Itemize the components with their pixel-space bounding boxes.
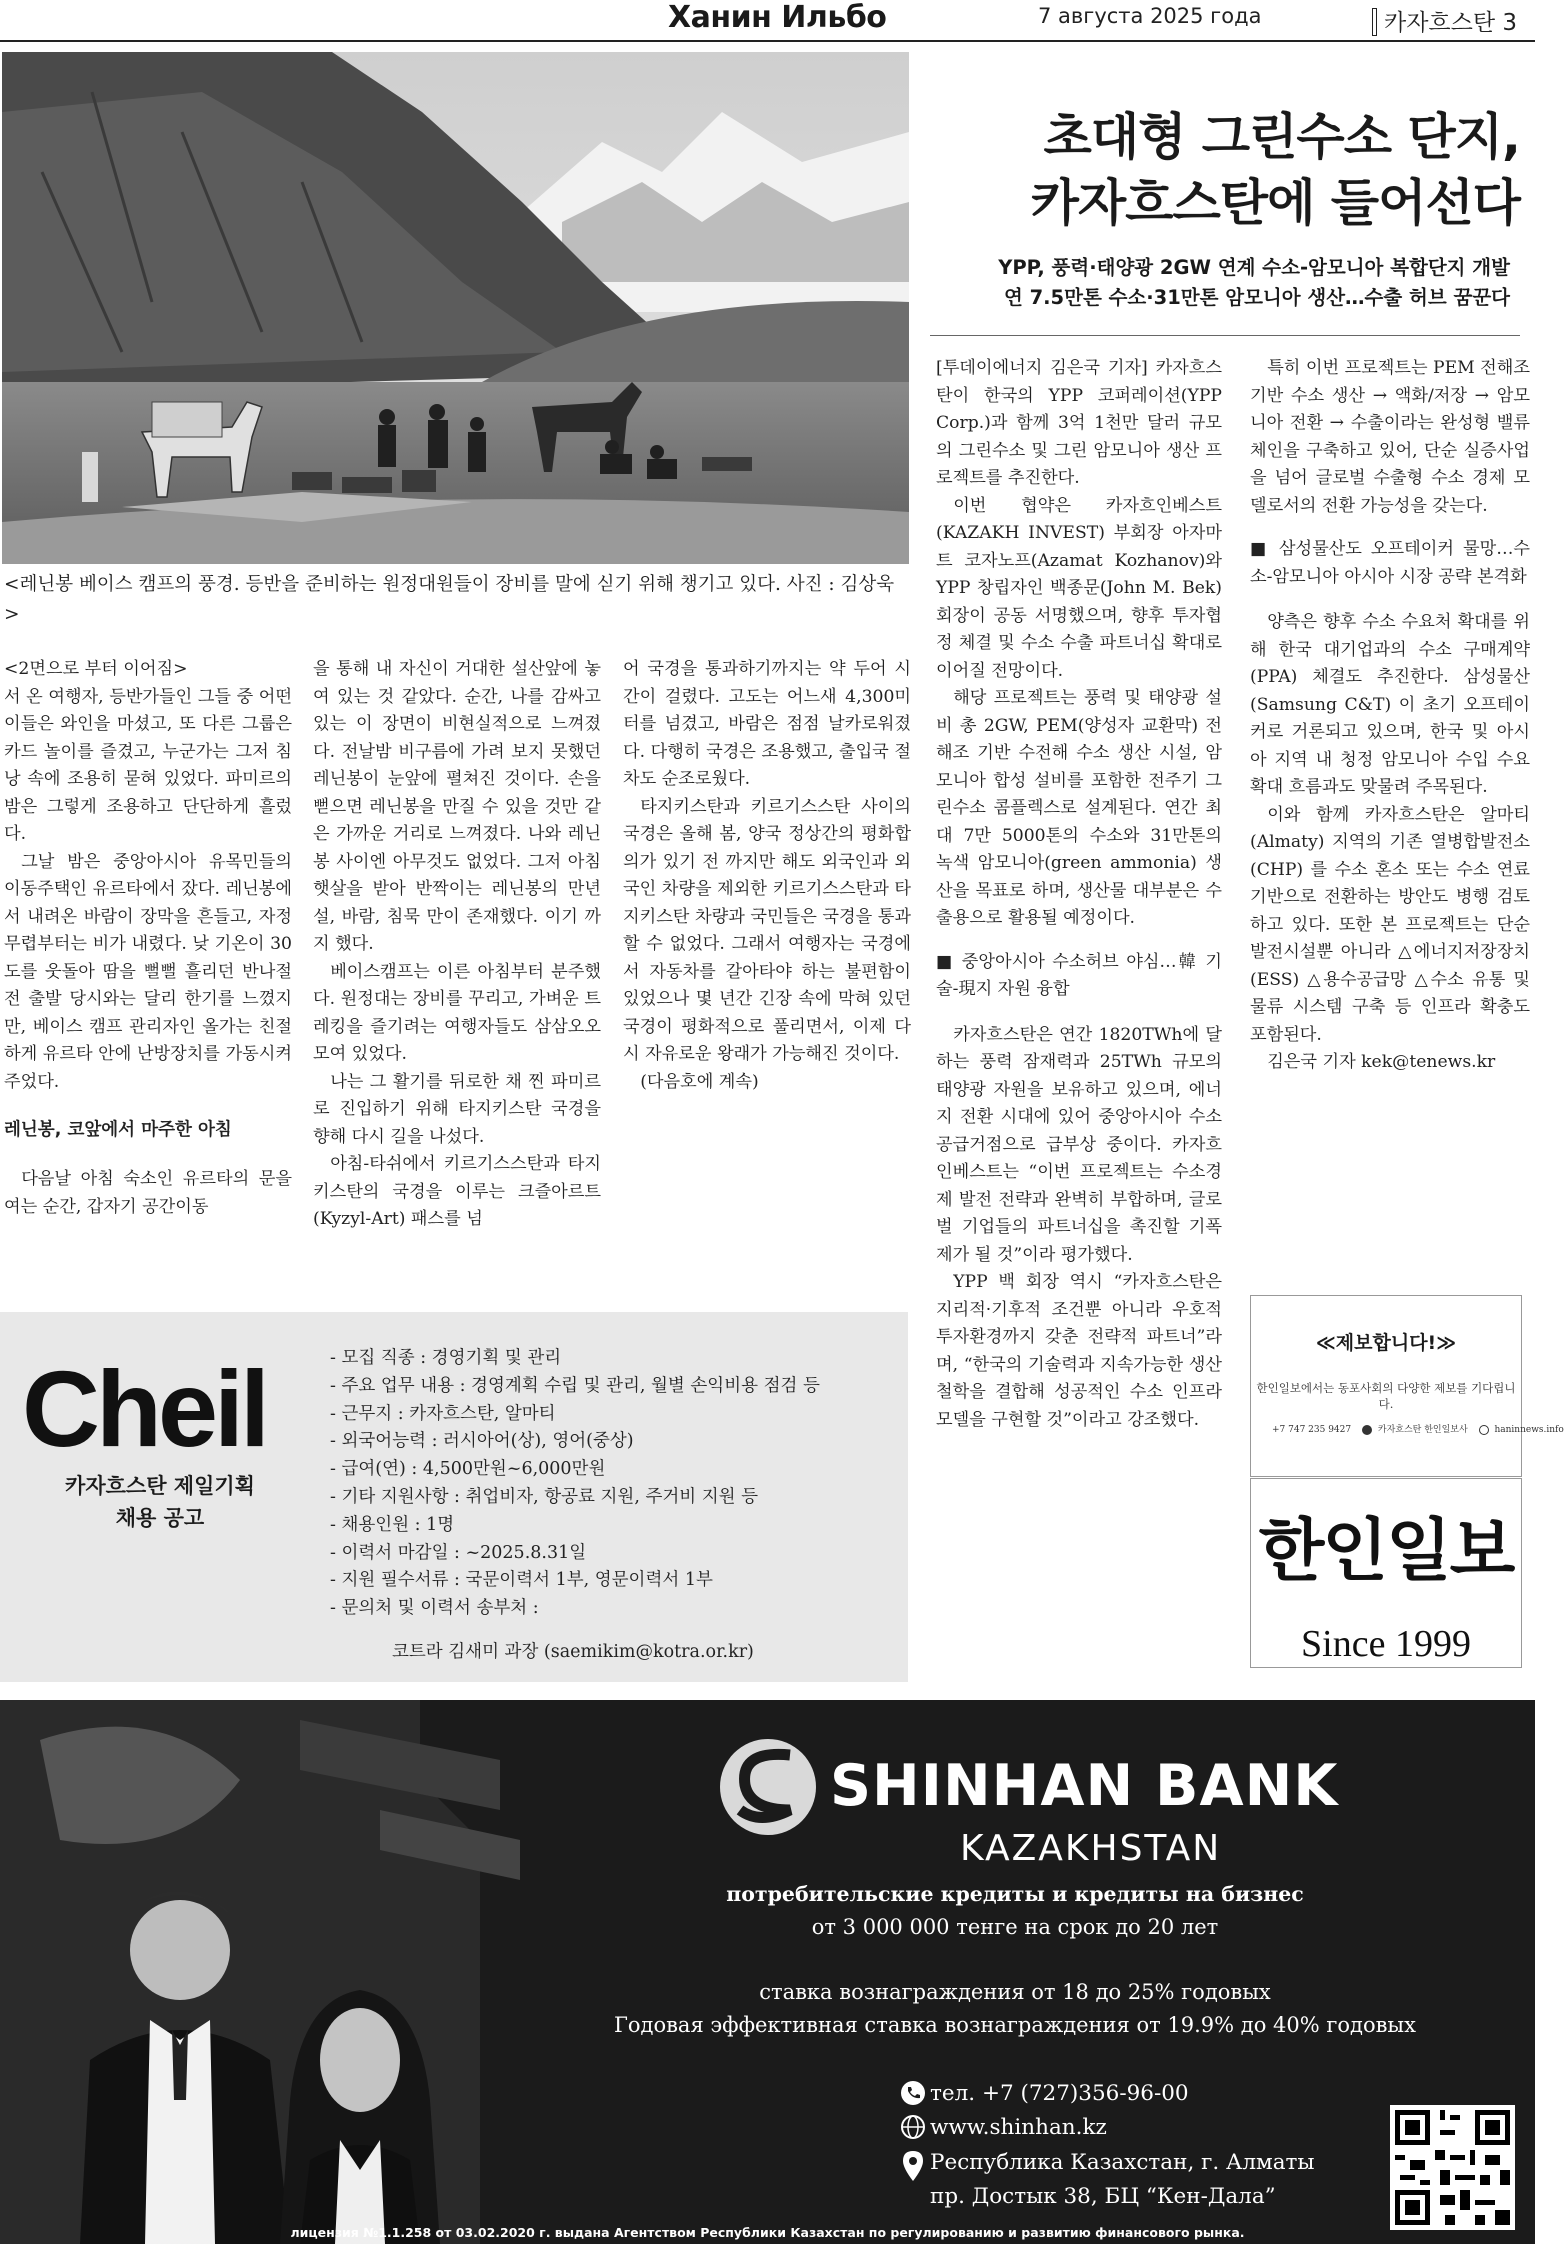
recruit-item: - 급여(연) : 4,500만원~6,000만원 — [330, 1459, 606, 1480]
article-headline — [930, 104, 1520, 236]
bank-name: SHINHAN BANK — [830, 1753, 1339, 1819]
article-column-1 — [936, 355, 1222, 1434]
paragraph: 해당 프로젝트는 풍력 및 태양광 설비 총 2GW, PEM(양성자 교환막) 전해조 기반 수전해 수소 생산 시설, 암모니아 합성 설비를 포함한 전주기 그린수소 콤플렉스로 설계된다. 연간 최대 7만 5000톤의 수소와 31만톤의 녹색 암모니아(green ammonia) 생산을 목표로 하며, 생산물 대부분은 수출용으로 활용될 예정이다. — [936, 688, 1222, 928]
subhead-line-1: YPP, 풍력·태양광 2GW 연계 수소-암모니아 복합단지 개발 — [998, 256, 1510, 279]
recruit-item: - 주요 업무 내용 : 경영계획 수립 및 관리, 월별 손익비용 점검 등 — [330, 1375, 820, 1396]
globe-icon — [900, 2114, 926, 2144]
bank-country: KAZAKHSTAN — [960, 1828, 1222, 1869]
photo-caption: <레닌봉 베이스 캠프의 풍경. 등반을 준비하는 원정대원들이 장비를 말에 싣기 위해 챙기고 있다. 사진 : 김상욱> — [4, 574, 895, 625]
paragraph: 아침-타쉬에서 키르기스스탄과 타지키스탄의 국경을 이루는 크즐아르트(Kyzyl-Art) 패스를 넘 — [313, 1154, 601, 1229]
recruit-item: - 모집 직종 : 경영기획 및 관리 — [330, 1348, 562, 1368]
qr-code[interactable] — [1390, 2105, 1515, 2230]
bank-rate: ставка вознаграждения от 18 до 25% годовых — [759, 1980, 1271, 2004]
paragraph: 다음날 아침 숙소인 유르타의 문을 여는 순간, 갑자기 공간이동 — [4, 1169, 292, 1217]
paragraph: 나는 그 활기를 뒤로한 채 찐 파미르로 진입하기 위해 타지키스탄 국경을 향해 다시 길을 나섰다. — [313, 1071, 601, 1147]
shinhan-logo-icon — [720, 1739, 816, 1835]
paragraph: [투데이에너지 김은국 기자] 카자흐스탄이 한국의 YPP 코퍼레이션(YPP Corp.)과 함께 3억 1천만 달러 규모의 그린수소 및 그린 암모니아 생산 프로젝트를 추진한다. — [936, 358, 1222, 488]
article-column-2 — [1250, 355, 1530, 1077]
phone-icon — [900, 2080, 926, 2110]
paragraph: 이번 협약은 카자흐인베스트(KAZAKH INVEST) 부회장 아자마트 코자노프(Azamat Kozhanov)와 YPP 창립자인 백종문(John M. Bek) 회장이 공동 서명했으며, 향후 투자협정 체결 및 수소 수출 파트너십 확대로 이어질 전망이다. — [936, 495, 1222, 681]
recruit-title-line-2: 채용 공고 — [115, 1506, 205, 1530]
paragraph: 이와 함께 카자흐스탄은 알마티(Almaty) 지역의 기존 열병합발전소(CHP) 를 수소 혼소 또는 수소 연료 기반으로 전환하는 방안도 병행 검토하고 있다. 또한 본 프로젝트는 단순 발전시설뿐 아니라 △에너지저장장치(ESS) △용수공급망 △수소 유통 및 물류 시스템 구축 등 인프라 확충도 포함된다. — [1250, 804, 1530, 1045]
travel-column-2 — [313, 656, 601, 1234]
recruit-title — [20, 1470, 300, 1534]
tip-box-contacts — [1272, 1422, 1564, 1435]
location-pin-icon — [902, 2150, 924, 2186]
cheil-logo: Cheil — [22, 1348, 267, 1469]
tip-box-text: 한인일보에서는 동포사회의 다양한 제보를 기다립니다. — [1256, 1381, 1516, 1411]
recruit-item: - 문의처 및 이력서 송부처 : — [330, 1598, 539, 1619]
paragraph: 베이스캠프는 이른 아침부터 분주했다. 원정대는 장비를 꾸리고, 가벼운 트레킹을 즐기려는 여행자들도 삼삼오오 모여 있었다. — [313, 961, 601, 1064]
recruit-item: - 지원 필수서류 : 국문이력서 1부, 영문이력서 1부 — [330, 1570, 713, 1591]
headline-line-1: 초대형 그린수소 단지, — [1043, 108, 1520, 166]
subhead-rule — [930, 335, 1520, 336]
tip-website: haninnews.info — [1494, 1425, 1564, 1435]
paragraph: 어 국경을 통과하기까지는 약 두어 시간이 걸렸다. 고도는 어느새 4,300미터를 넘겼고, 바람은 점점 날카로워졌다. 다행히 국경은 조용했고, 출입국 절차도 순조로웠다. — [623, 659, 911, 789]
masthead: Ханин Ильбо — [668, 0, 887, 35]
bank-website: www.shinhan.kz — [930, 2115, 1107, 2140]
paragraph: 특히 이번 프로젝트는 PEM 전해조 기반 수소 생산 → 액화/저장 → 암모니아 전환 → 수출이라는 완성형 밸류체인을 구축하고 있어, 단순 실증사업을 넘어 글로벌 수출형 수소 경제 모델로서의 전환 가능성을 갖는다. — [1250, 358, 1530, 516]
section-subtitle: 레닌봉, 코앞에서 마주한 아침 — [4, 1120, 232, 1140]
tip-phone: +7 747 235 9427 — [1272, 1425, 1352, 1435]
tip-social: 카자흐스탄 한인일보사 — [1377, 1425, 1468, 1435]
continuation-note: <2면으로 부터 이어짐> — [4, 659, 188, 679]
issue-date: 7 августа 2025 года — [1038, 4, 1262, 28]
paragraph: YPP 백 회장 역시 “카자흐스탄은 지리적·기후적 조건뿐 아니라 우호적 투자환경까지 갖춘 전략적 파트너”라며, “한국의 기술력과 지속가능한 생산 철학을 결합해 성공적인 수소 인프라 모델을 구현할 것”이라고 강조했다. — [936, 1272, 1222, 1430]
lenin-peak-photo — [2, 52, 909, 564]
paragraph: 타지키스탄과 키르기스스탄 사이의 국경은 올해 봄, 양국 정상간의 평화합의가 있기 전 까지만 해도 외국인과 외국인 차량을 제외한 키르기스스탄과 타지키스탄 차량과 국민들은 국경을 통과할 수 없었다. 그래서 여행자는 국경에서 자동차를 갈아타야 하는 불편함이 있었으나 몇 년간 긴장 속에 막혀 있던 국경이 평화적으로 풀리면서, 이제 다시 자유로운 왕래가 가능해진 것이다. — [623, 796, 911, 1064]
bank-effective-rate: Годовая эффективная ставка вознаграждения от 19.9% до 40% годовых — [613, 2013, 1416, 2037]
section-heading: ■ 삼성물산도 오프테이커 물망…수소-암모니아 아시아 시장 공략 본격화 — [1250, 539, 1530, 587]
recruit-item: - 외국어능력 : 러시아어(상), 영어(중상) — [330, 1431, 634, 1452]
bank-address-line-1: Республика Казахстан, г. Алматы — [930, 2150, 1315, 2175]
paragraph: 양측은 향후 수소 수요처 확대를 위해 한국 대기업과의 수소 구매계약(PPA) 체결도 추진한다. 삼성물산(Samsung C&T) 이 초기 오프테이커로 거론되고 있으며, 한국 및 아시아 지역 내 청정 암모니아 수입 수요 확대 흐름과도 맞물려 주목된다. — [1250, 612, 1530, 797]
header-rule — [0, 40, 1535, 42]
recruit-item: - 근무지 : 카자흐스탄, 알마티 — [330, 1403, 556, 1424]
section-heading: ■ 중앙아시아 수소허브 야심…韓 기술-現지 자원 융합 — [936, 951, 1222, 999]
section-marker — [1372, 8, 1377, 36]
bank-license: лицензия №1.1.258 от 03.02.2020 г. выдана Агентством Республики Казахстан по регулированию и развитию финансового рынка. — [290, 2225, 1245, 2240]
tip-box-title: ≪제보합니다!≫ — [1315, 1332, 1457, 1354]
paragraph: 카자흐스탄은 연간 1820TWh에 달하는 풍력 잠재력과 25TWh 규모의 태양광 자원을 보유하고 있으며, 에너지 전환 시대에 있어 중앙아시아 수소 공급거점으로 급부상 중이다. 카자흐인베스트는 “이번 프로젝트는 수소경제 발전 전략과 완벽히 부합하며, 글로벌 기업들의 파트너십을 촉진할 기폭제가 될 것”이라 평가했다. — [936, 1024, 1222, 1265]
bank-offer-terms: от 3 000 000 тенге на срок до 20 лет — [811, 1915, 1219, 1939]
bank-phone: тел. +7 (727)356-96-00 — [930, 2081, 1189, 2106]
recruit-details — [330, 1345, 900, 1623]
paragraph: 서 온 여행자, 등반가들인 그들 중 어떤 이들은 와인을 마셨고, 또 다른 그룹은 카드 놀이를 즐겼고, 누군가는 그저 침낭 속에 조용히 묻혀 있었다. 파미르의 밤은 그렇게 조용하고 단단하게 흘렀다. — [4, 686, 292, 844]
section-label: 카자흐스탄 3 — [1384, 10, 1518, 36]
byline: 김은국 기자 kek@tenews.kr — [1267, 1052, 1496, 1072]
recruit-item: - 이력서 마감일 : ~2025.8.31일 — [330, 1542, 587, 1563]
recruit-item: - 채용인원 : 1명 — [330, 1514, 455, 1535]
web-icon — [1479, 1425, 1489, 1435]
facebook-icon — [1362, 1425, 1372, 1435]
to-be-continued: (다음호에 계속) — [640, 1071, 759, 1092]
recruit-item: - 기타 지원사항 : 취업비자, 항공료 지원, 주거비 지원 등 — [330, 1486, 759, 1507]
hanin-since: Since 1999 — [1301, 1623, 1471, 1665]
travel-column-3 — [623, 656, 911, 1096]
travel-column-1 — [4, 656, 292, 1221]
bank-address-line-2: пр. Достык 38, БЦ “Кен-Дала” — [930, 2184, 1276, 2209]
paragraph: 을 통해 내 자신이 거대한 설산앞에 놓여 있는 것 같았다. 순간, 나를 감싸고 있는 이 장면이 비현실적으로 느껴졌다. 전날밤 비구름에 가려 보지 못했던 레닌봉이 눈앞에 펼쳐진 것이다. 손을 뻗으면 레닌봉을 만질 수 있을 것만 같은 가까운 거리로 느껴졌다. 나와 레닌봉 사이엔 아무것도 없었다. 그저 아침 햇살을 받아 반짝이는 레닌봉의 만년설, 바람, 침묵 만이 존재했다. 이기 까지 했다. — [313, 659, 601, 954]
recruit-contact: 코트라 김새미 과장 (saemikim@kotra.or.kr) — [392, 1642, 754, 1662]
recruit-title-line-1: 카자흐스탄 제일기획 — [65, 1474, 255, 1498]
article-subhead — [920, 253, 1510, 313]
subhead-line-2: 연 7.5만톤 수소·31만톤 암모니아 생산…수출 허브 꿈꾼다 — [1003, 286, 1510, 309]
headline-line-2: 카자흐스탄에 들어선다 — [1030, 174, 1520, 232]
paragraph: 그날 밤은 중앙아시아 유목민들의 이동주택인 유르타에서 잤다. 레닌봉에서 내려온 바람이 장막을 흔들고, 자정 무렵부터는 비가 내렸다. 낮 기온이 30도를 웃돌아 땀을 뻘뻘 흘리던 반나절 전 출발 당시와는 달리 한기를 느꼈지만, 베이스 캠프 관리자인 올가는 친절하게 유르타 안에 난방장치를 가동시켜 주었다. — [4, 851, 292, 1092]
hanin-logo: 한인일보 — [1258, 1511, 1514, 1591]
bank-offer: потребительские кредиты и кредиты на бизнес — [726, 1882, 1304, 1906]
